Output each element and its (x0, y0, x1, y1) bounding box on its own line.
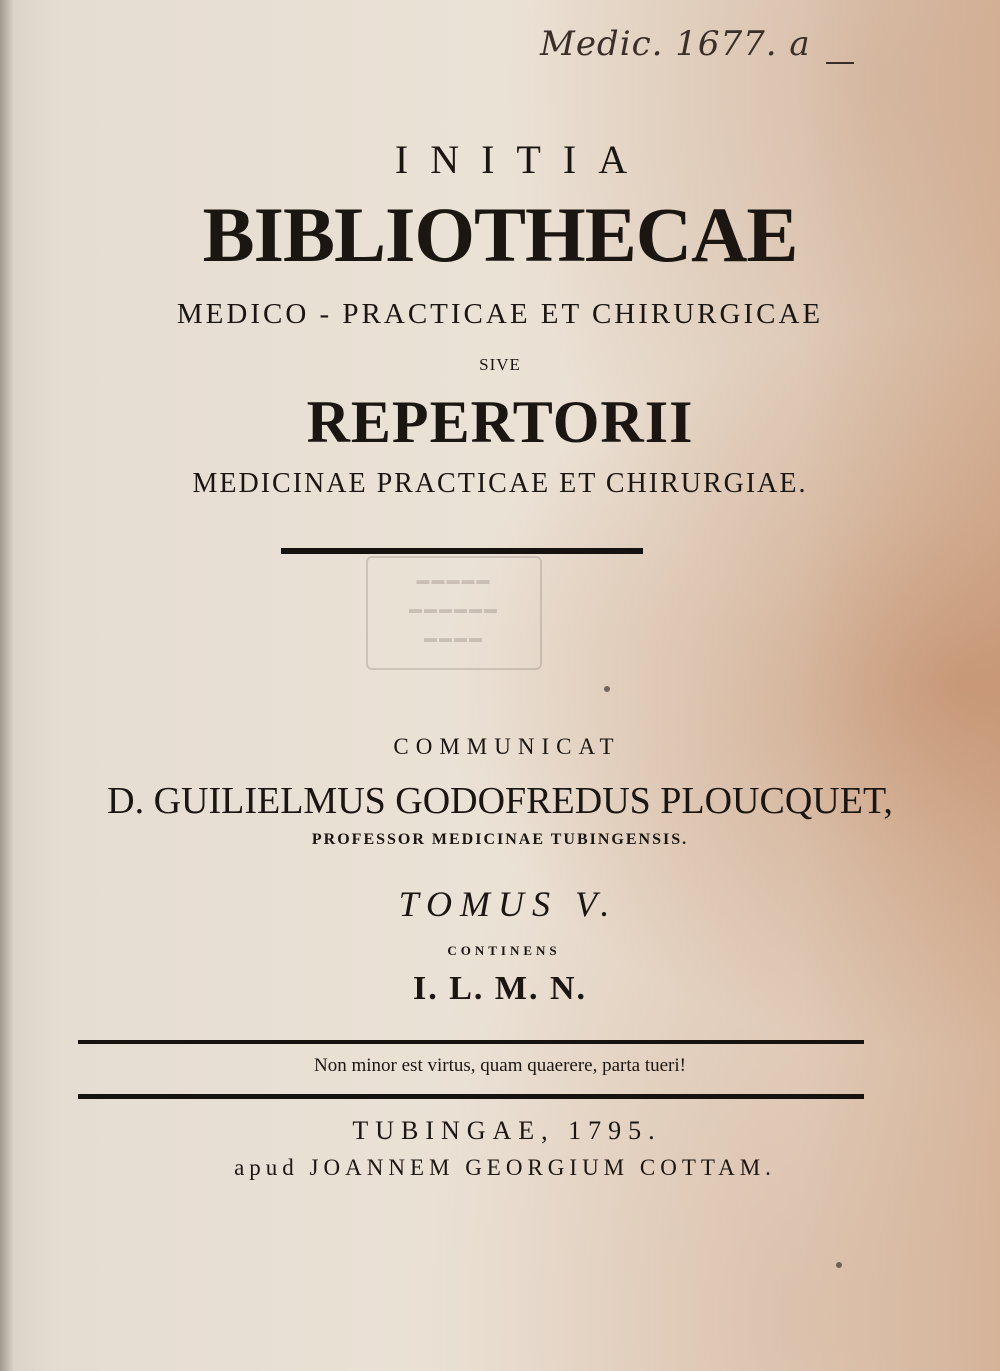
volume-number: TOMUS V. (398, 884, 618, 924)
motto-rule-top (78, 1040, 864, 1044)
imprint-place-year: TUBINGAE, 1795. (352, 1116, 662, 1145)
ink-speck (604, 686, 610, 692)
stamp-mark-3: ▬▬▬▬ (424, 630, 484, 645)
motto-rule-bottom (78, 1094, 864, 1099)
library-stamp (366, 556, 542, 670)
title-repertorii: REPERTORII (306, 389, 694, 455)
title-initia: INITIA (394, 137, 650, 182)
subtitle-medicinae: MEDICINAE PRACTICAE ET CHIRURGIAE. (192, 468, 808, 499)
shelfmark-underline (826, 62, 854, 64)
stamp-mark-1: ▬▬▬▬▬ (416, 572, 492, 587)
title-rule (281, 548, 643, 554)
motto: Non minor est virtus, quam quaerere, parta tueri! (314, 1055, 686, 1076)
communicat-label: COMMUNICAT (393, 734, 621, 759)
manuscript-shelfmark: Medic. 1677. a (540, 24, 811, 64)
subtitle-sive: SIVE (479, 355, 521, 374)
imprint-publisher: apud JOANNEM GEORGIUM COTTAM. (234, 1155, 776, 1180)
title-bibliothecae: BIBLIOTHECAE (202, 191, 798, 278)
continens-label: CONTINENS (447, 943, 561, 958)
author-name: D. GUILIELMUS GODOFREDUS PLOUCQUET, (107, 780, 893, 822)
volume-letters: I. L. M. N. (412, 970, 588, 1007)
stamp-mark-2: ▬▬▬▬▬▬ (409, 601, 499, 616)
ink-speck (836, 1262, 842, 1268)
subtitle-medico-practicae: MEDICO - PRACTICAE ET CHIRURGICAE (176, 298, 824, 330)
author-position: PROFESSOR MEDICINAE TUBINGENSIS. (311, 831, 689, 848)
